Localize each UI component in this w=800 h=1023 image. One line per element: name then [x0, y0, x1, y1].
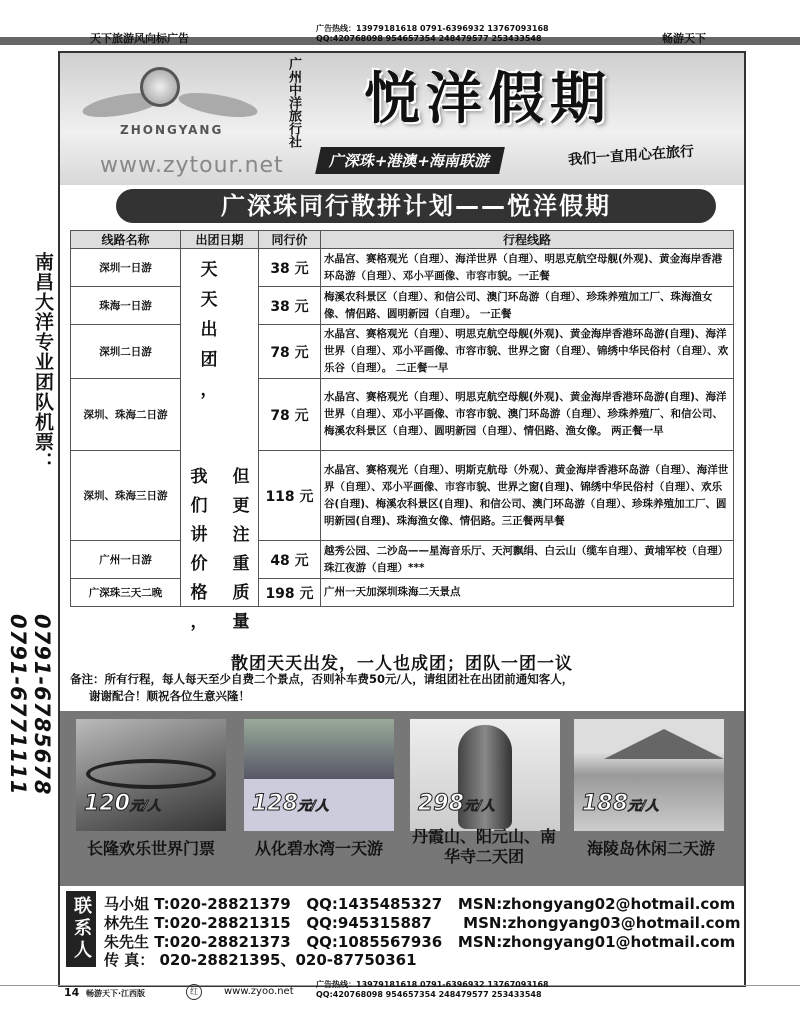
contact-msn[interactable]: MSN:zhongyang01@hotmail.com [457, 933, 736, 951]
route-itinerary: 广州一天加深圳珠海二天景点 [321, 579, 734, 607]
banner-slogan: 我们一直用心在旅行 [567, 143, 695, 169]
header-route: 线路名称 [71, 231, 181, 249]
route-price: 198 元 [259, 579, 321, 607]
contact-row [104, 893, 735, 914]
table-header-row [71, 231, 734, 249]
route-name: 深圳一日游 [71, 249, 181, 287]
route-name: 广深珠三天二晚 [71, 579, 181, 607]
banner [60, 53, 744, 185]
route-itinerary: 水晶宫、赛格观光（自理）、明斯克航母（外观）、黄金海岸香港环岛游（自理）、海洋世界（自理）、邓小平画像、市容市貌、世界之窗(自理)、锦绣中华民俗村（自理）、欢乐谷(自理)、梅溪农科景区(自理)、和信公司、澳门环岛游（自理）、珍珠养殖加工厂、圆明新园(自理)、珠海渔女像、情侣路。三正餐两早餐 [321, 451, 734, 541]
photo-price [418, 791, 495, 816]
note-text [70, 671, 734, 705]
contact-block [60, 891, 744, 967]
photo-caption: 从化碧水湾一天游 [254, 839, 383, 858]
contact-name: 马小姐 [104, 895, 150, 913]
price-value: 298 [418, 791, 464, 816]
route-itinerary: 水晶宫、赛格观光（自理）、明思克航空母舰(外观)、黄金海岸香港环岛游(自理)、海洋世界（自理）、邓小平画像、市容市貌、澳门环岛游（自理）、珍珠养殖厂、和信公司、梅溪农科景区（自理）、圆明新园（自理）、情侣路、渔女像。 两正餐一早 [321, 379, 734, 451]
bottom-hotline [316, 980, 549, 1000]
route-price: 48 元 [259, 541, 321, 579]
side-line-1: 南昌大洋专业团队机票： [32, 252, 54, 472]
price-value: 120 [84, 791, 130, 816]
price-unit: 元/人 [627, 799, 659, 814]
table-row [71, 451, 734, 541]
contact-name: 林先生 [104, 914, 150, 932]
page-number: 14 [64, 986, 80, 999]
route-price: 78 元 [259, 325, 321, 379]
contact-qq: QQ:1085567936 [306, 933, 443, 951]
side-line-2: 0791-6785678 0791-6771111 [6, 614, 54, 796]
contact-name: 朱先生 [104, 933, 150, 951]
globe-logo-icon [140, 67, 180, 107]
date-text-quality [187, 463, 253, 637]
table-row [71, 541, 734, 579]
date-text-price-col: 我 们 讲 价 格 ， [190, 467, 208, 632]
page-title: 悦洋假期 [364, 67, 612, 132]
price-value: 128 [252, 791, 298, 816]
mountain-icon [604, 729, 724, 759]
wing-right-icon [177, 88, 259, 122]
table-row [71, 379, 734, 451]
bottom-url[interactable]: www.zyoo.net [224, 986, 294, 997]
header-price: 同行价 [259, 231, 321, 249]
note-line-1: 备注：所有行程，每人每天至少自费二个景点，否则补车费50元/人，请组团社在出团前通知客人， [70, 672, 574, 686]
route-name: 深圳、珠海三日游 [71, 451, 181, 541]
photo-danxia-rock [410, 719, 560, 831]
banner-subtitle: 广深珠+港澳+海南联游 [315, 147, 505, 174]
price-unit: 元/人 [463, 799, 495, 814]
route-price: 118 元 [259, 451, 321, 541]
price-value: 188 [582, 791, 628, 816]
route-name: 广州一日游 [71, 541, 181, 579]
table-row [71, 249, 734, 287]
bottom-bar [0, 980, 800, 1023]
price-unit: 元/人 [297, 799, 329, 814]
price-unit: 元/人 [129, 799, 161, 814]
logo-text: ZHONGYANG [120, 123, 224, 137]
date-text-daily: 天 天 出 团 ， [200, 260, 218, 400]
header-itinerary: 行程线路 [321, 231, 734, 249]
hotline-text: 广告热线：13979181618 0791-6396932 13767093168 [316, 980, 549, 989]
red-badge-icon: 红 [186, 984, 202, 1000]
notice-text: 散团天天出发，一人也成团；团队一团一议 [231, 654, 573, 674]
headline: 广深珠同行散拼计划——悦洋假期 [116, 189, 716, 223]
photo-price [84, 791, 161, 816]
contact-tel: T:020-28821373 [154, 933, 291, 951]
photo-caption: 海陵岛休闲二天游 [586, 839, 715, 858]
top-bar-hotline [316, 24, 549, 44]
contact-fax: 传 真： 020-28821395、020-87750361 [104, 951, 417, 969]
photo-caption: 丹霞山、阳元山、南华寺二天团 [411, 827, 556, 866]
photo-caption: 长隆欢乐世界门票 [86, 839, 215, 858]
contact-msn[interactable]: MSN:zhongyang03@hotmail.com [463, 914, 741, 932]
hotline-text: 广告热线：13979181618 0791-6396932 13767093168 [316, 24, 549, 33]
side-vertical-text [6, 252, 56, 812]
publication-name: 畅游天下·江西版 [86, 989, 146, 998]
photo-beach [574, 719, 724, 831]
contact-label: 联系人 [66, 891, 96, 967]
departure-date-cell [181, 249, 259, 632]
top-bar-left: 天下旅游风向标广告 [90, 32, 189, 45]
photo-hot-spring [244, 719, 394, 831]
date-text-quality-col: 但 更 注 重 质 量 [232, 467, 250, 632]
routes-table [70, 230, 734, 632]
photo-price [582, 791, 659, 816]
route-itinerary: 水晶宫、赛格观光（自理）、明思克航空母舰(外观)、黄金海岸香港环岛游(自理)、海洋世界（自理）、邓小平画像、市容市貌、世界之窗（自理）、锦绣中华民俗村（自理）、欢乐谷（自理）。 二正餐一早 [321, 325, 734, 379]
route-itinerary: 越秀公园、二沙岛——星海音乐厅、天河飘绢、白云山（缆车自理）、黄埔军校（自理）珠江夜游（自理）*** [321, 541, 734, 579]
route-itinerary: 梅溪农科景区（自理）、和信公司、澳门环岛游（自理）、珍珠养殖加工厂、珠海渔女像、情侣路、圆明新园（自理）。 一正餐 [321, 287, 734, 325]
route-itinerary: 水晶宫、赛格观光（自理）、海洋世界（自理）、明思克航空母舰(外观)、黄金海岸香港环岛游（自理）、邓小平画像、市容市貌。一正餐 [321, 249, 734, 287]
note-line-2: 谢谢配合！顺祝各位生意兴隆！ [89, 689, 250, 703]
roller-coaster-icon [86, 759, 216, 789]
contact-row [104, 912, 740, 933]
contact-qq: QQ:1435485327 [306, 895, 443, 913]
photo-price [252, 791, 329, 816]
route-price: 38 元 [259, 287, 321, 325]
route-price: 78 元 [259, 379, 321, 451]
contact-qq: QQ:945315887 [306, 914, 432, 932]
agency-name: 广州中洋旅行社 [286, 57, 301, 148]
photo-strip [60, 711, 744, 886]
table-row [71, 287, 734, 325]
table-row [71, 325, 734, 379]
contact-tel: T:020-28821315 [154, 914, 291, 932]
photo-coaster [76, 719, 226, 831]
ad-main [60, 53, 744, 985]
route-name: 珠海一日游 [71, 287, 181, 325]
qq-text: QQ:420768098 954657354 248479577 253433548 [316, 990, 542, 999]
route-price: 38 元 [259, 249, 321, 287]
contact-msn[interactable]: MSN:zhongyang02@hotmail.com [457, 895, 736, 913]
route-name: 深圳、珠海二日游 [71, 379, 181, 451]
contact-tel: T:020-28821379 [154, 895, 291, 913]
header-date: 出团日期 [181, 231, 259, 249]
qq-text: QQ:420768098 954657354 248479577 253433548 [316, 34, 542, 43]
banner-url[interactable]: www.zytour.net [100, 153, 284, 178]
route-name: 深圳二日游 [71, 325, 181, 379]
table-row [71, 579, 734, 607]
top-bar [0, 0, 800, 45]
top-bar-right: 畅游天下 [662, 32, 706, 45]
